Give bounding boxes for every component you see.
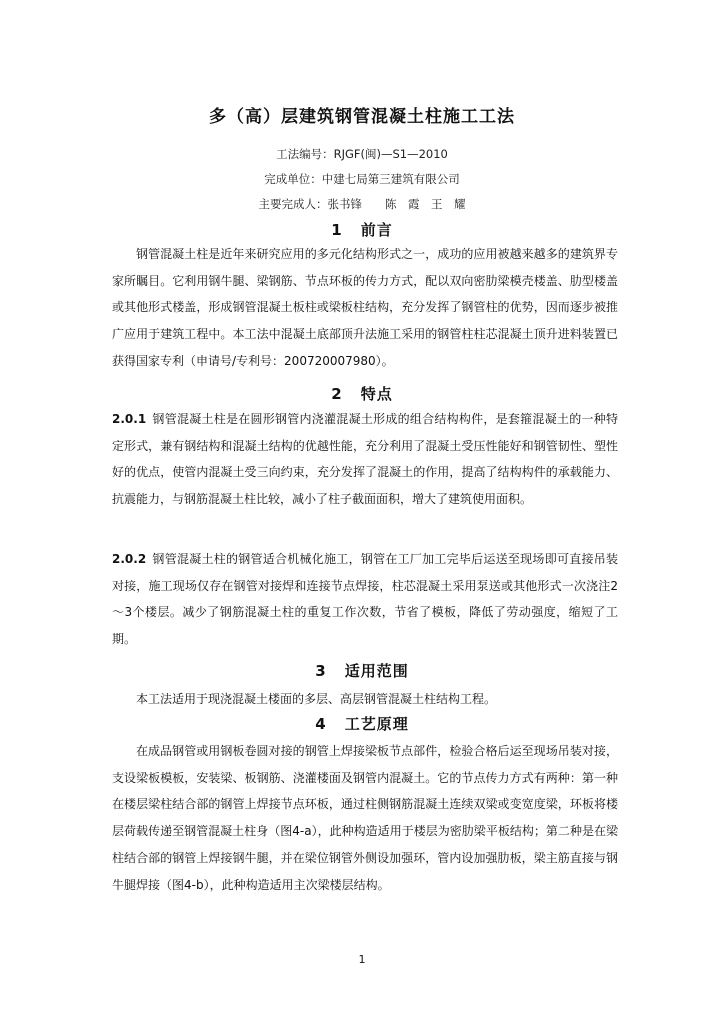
clause-text: 钢管混凝土柱是在圆形钢管内浇灌混凝土形成的组合结构构件，是套箍混凝土的一种特定形式，兼有钢结构和混凝土结构的优越性能，充分利用了混凝土受压性能好和钢管韧性、塑性好的优点，使管内混凝土受三向约束，充分发挥了混凝土的作用，提高了结构构件的承载能力、抗震能力，与钢筋混凝土柱比较，减小了柱子截面面积，增大了建筑使用面积。	[112, 412, 618, 507]
page-number: 1	[358, 953, 366, 966]
section-1-paragraph: 钢管混凝土柱是近年来研究应用的多元化结构形式之一，成功的应用被越来越多的建筑界专家所瞩目。它利用钢牛腿、梁钢筋、节点环板的传力方式，配以双向密肋梁模壳楼盖、肋型楼盖或其他形式楼盖，形成钢管混凝土板柱或梁板柱结构，充分发挥了钢管柱的优势，因而逐步被推广应用于建筑工程中。本工法中混凝土底部顶升法施工采用的钢管柱柱芯混凝土顶升进料装置已获得国家专利（申请号/专利号：200720007980）。	[112, 247, 618, 368]
section-3-paragraph: 本工法适用于现浇混凝土楼面的多层、高层钢管混凝土柱结构工程。	[136, 692, 497, 706]
section-title: 特点	[360, 385, 393, 403]
section-4-paragraph: 在成品钢管或用钢板卷圆对接的钢管上焊接梁板节点部件，检验合格后运至现场吊装对接，支设梁板模板，安装梁、板钢筋、浇灌楼面及钢管内混凝土。它的节点传力方式有两种：第一种在楼层梁柱结合部的钢管上焊接节点环板，通过柱侧钢筋混凝土连续双梁或变宽度梁，环板将楼层荷载传递至钢管混凝土柱身（图4-a），此种构造适用于楼层为密肋梁平板结构；第二种是在梁柱结合部的钢管上焊接钢牛腿，并在梁位钢管外侧设加强环，管内设加强肋板，梁主筋直接与钢牛腿焊接（图4-b），此种构造适用主次梁楼层结构。	[112, 744, 618, 892]
method-code: 工法编号：RJGF(闽)—S1—2010	[276, 147, 448, 161]
section-title: 前言	[360, 221, 393, 239]
clause-text: 钢管混凝土柱的钢管适合机械化施工，钢管在工厂加工完毕后运送至现场即可直接吊装对接，施工现场仅存在钢管对接焊和连接节点焊接，柱芯混凝土采用泵送或其他形式一次浇注2～3个楼层。减少了钢筋混凝土柱的重复工作次数，节省了模板，降低了劳动强度，缩短了工期。	[112, 552, 618, 647]
section-title: 适用范围	[344, 662, 409, 680]
section-3-heading	[0, 660, 724, 681]
completing-unit: 完成单位：中建七局第三建筑有限公司	[264, 172, 460, 186]
section-number: 2	[331, 385, 343, 403]
clause-label: 2.0.1	[112, 412, 147, 426]
clause-label: 2.0.2	[112, 552, 147, 566]
section-number: 3	[315, 662, 327, 680]
section-1-heading	[0, 219, 724, 240]
clause-2-0-2	[112, 546, 618, 653]
clause-2-0-1	[112, 406, 618, 513]
section-title: 工艺原理	[344, 715, 409, 733]
section-number: 1	[331, 221, 343, 239]
section-2-heading	[0, 383, 724, 404]
document-title: 多（高）层建筑钢管混凝土柱施工工法	[209, 107, 515, 127]
main-authors: 主要完成人：张书锋 陈 霞 王 耀	[258, 197, 466, 211]
section-4-heading	[0, 713, 724, 734]
section-number: 4	[315, 715, 327, 733]
